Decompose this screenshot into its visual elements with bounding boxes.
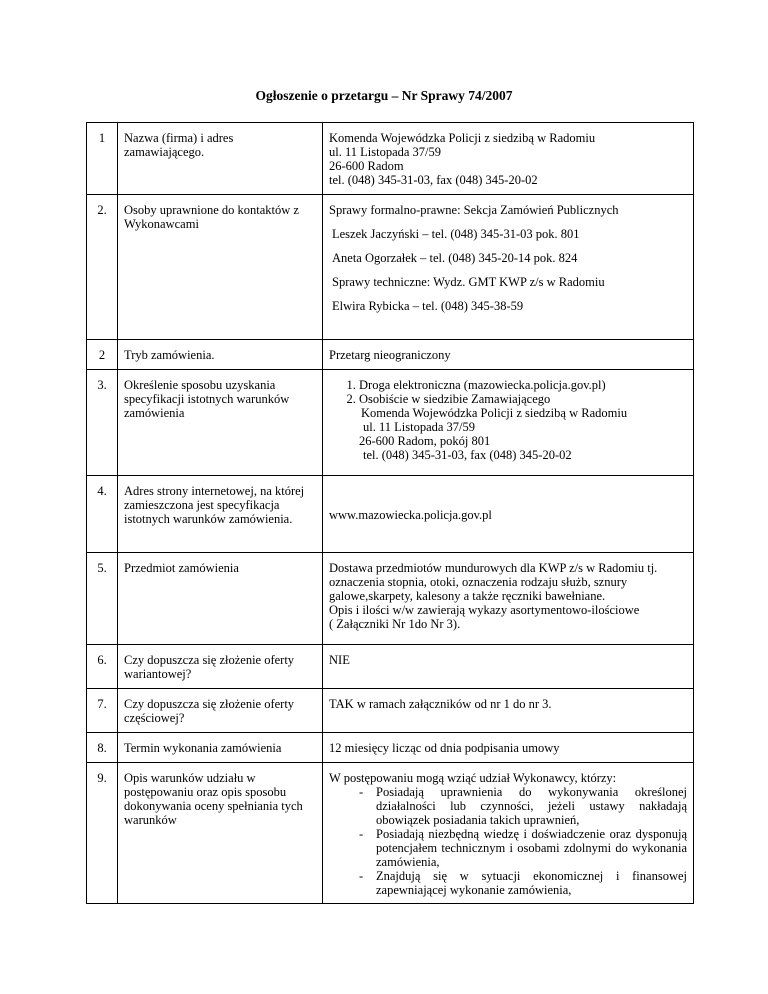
list-item <box>359 392 687 462</box>
row-number: 6. <box>87 645 118 689</box>
content-line: oznaczenia stopnia, otoki, oznaczenia rodzaju służb, sznury <box>329 575 628 589</box>
content-line: 12 miesięcy licząc od dnia podpisania umowy <box>329 741 560 755</box>
list-item: - Posiadają uprawnienia do wykonywania określonej działalności lub czynności, jeżeli ustawy nakładają obowiązek posiadania takich uprawnień, <box>366 785 687 827</box>
table-row <box>87 645 694 689</box>
content-line: tel. (048) 345-31-03, fax (048) 345-20-02 <box>363 448 572 462</box>
list-item: - Posiadają niezbędną wiedzę i doświadczenie oraz dysponują potencjałem technicznym i osobami zdolnymi do wykonania zamówienia, <box>366 827 687 869</box>
row-label: Określenie sposobu uzyskania specyfikacji istotnych warunków zamówienia <box>118 370 323 476</box>
document-title: Ogłoszenie o przetargu – Nr Sprawy 74/2007 <box>255 88 513 103</box>
row-content <box>323 195 694 340</box>
content-line: 26-600 Radom, pokój 801 <box>359 434 491 448</box>
row-content <box>323 476 694 553</box>
content-line: ( Załączniki Nr 1do Nr 3). <box>329 617 461 631</box>
table-row <box>87 763 694 904</box>
row-label: Nazwa (firma) i adres zamawiającego. <box>118 123 323 195</box>
list-item: 1. Droga elektroniczna (mazowiecka.policja.gov.pl) <box>359 378 687 392</box>
content-line: Elwira Rybicka – tel. (048) 345-38-59 <box>332 299 524 313</box>
list-item-text: Osobiście w siedzibie Zamawiającego <box>359 392 551 406</box>
row-content <box>323 733 694 763</box>
numbered-list <box>329 378 687 462</box>
content-line: Opis i ilości w/w zawierają wykazy asortymentowo-ilościowe <box>329 603 640 617</box>
content-line: Leszek Jaczyński – tel. (048) 345-31-03 pok. 801 <box>332 227 580 241</box>
content-line: Przetarg nieograniczony <box>329 348 451 362</box>
row-number: 2. <box>87 195 118 340</box>
content-line: Sprawy formalno-prawne: Sekcja Zamówień Publicznych <box>329 203 619 217</box>
row-number: 2 <box>87 340 118 370</box>
row-label: Tryb zamówienia. <box>118 340 323 370</box>
row-label: Adres strony internetowej, na której zamieszczona jest specyfikacja istotnych warunków zamówienia. <box>118 476 323 553</box>
table-row <box>87 733 694 763</box>
row-number: 8. <box>87 733 118 763</box>
tender-table <box>86 122 694 904</box>
row-content <box>323 763 694 904</box>
row-content <box>323 553 694 645</box>
table-row <box>87 553 694 645</box>
content-line: ul. 11 Listopada 37/59 <box>363 420 476 434</box>
content-line: Dostawa przedmiotów mundurowych dla KWP z/s w Radomiu tj. <box>329 561 658 575</box>
table-row <box>87 370 694 476</box>
content-line: NIE <box>329 653 350 667</box>
row-label: Czy dopuszcza się złożenie oferty wariantowej? <box>118 645 323 689</box>
row-content <box>323 123 694 195</box>
content-line: tel. (048) 345-31-03, fax (048) 345-20-02 <box>329 173 538 187</box>
content-line: 26-600 Radom <box>329 159 404 173</box>
row-content <box>323 370 694 476</box>
row-content <box>323 340 694 370</box>
table-row <box>87 476 694 553</box>
content-line: Sprawy techniczne: Wydz. GMT KWP z/s w Radomiu <box>332 275 605 289</box>
row-number: 5. <box>87 553 118 645</box>
row-label: Opis warunków udziału w postępowaniu oraz opis sposobu dokonywania oceny spełniania tych warunków <box>118 763 323 904</box>
table-row <box>87 195 694 340</box>
content-line: ul. 11 Listopada 37/59 <box>329 145 442 159</box>
content-line: galowe,skarpety, kalesony a także ręczniki bawełniane. <box>329 589 606 603</box>
row-label: Termin wykonania zamówienia <box>118 733 323 763</box>
row-number: 9. <box>87 763 118 904</box>
table-row <box>87 689 694 733</box>
content-line: Aneta Ogorzałek – tel. (048) 345-20-14 pok. 824 <box>332 251 578 265</box>
row-label: Osoby uprawnione do kontaktów z Wykonawcami <box>118 195 323 340</box>
content-line: www.mazowiecka.policja.gov.pl <box>329 508 492 522</box>
table-row <box>87 123 694 195</box>
list-item: - Znajdują się w sytuacji ekonomicznej i finansowej zapewniającej wykonanie zamówienia, <box>366 869 687 897</box>
row-number: 4. <box>87 476 118 553</box>
row-number: 1 <box>87 123 118 195</box>
content-line: Komenda Wojewódzka Policji z siedzibą w Radomiu <box>329 131 596 145</box>
row-number: 3. <box>87 370 118 476</box>
content-line: Komenda Wojewódzka Policji z siedzibą w Radomiu <box>361 406 628 420</box>
row-label: Przedmiot zamówienia <box>118 553 323 645</box>
table-row <box>87 340 694 370</box>
row-content <box>323 689 694 733</box>
row-number: 7. <box>87 689 118 733</box>
row-label: Czy dopuszcza się złożenie oferty częściowej? <box>118 689 323 733</box>
row-content <box>323 645 694 689</box>
dash-list <box>329 785 687 897</box>
content-line: TAK w ramach załączników od nr 1 do nr 3. <box>329 697 552 711</box>
content-line: W postępowaniu mogą wziąć udział Wykonawcy, którzy: <box>329 771 617 785</box>
